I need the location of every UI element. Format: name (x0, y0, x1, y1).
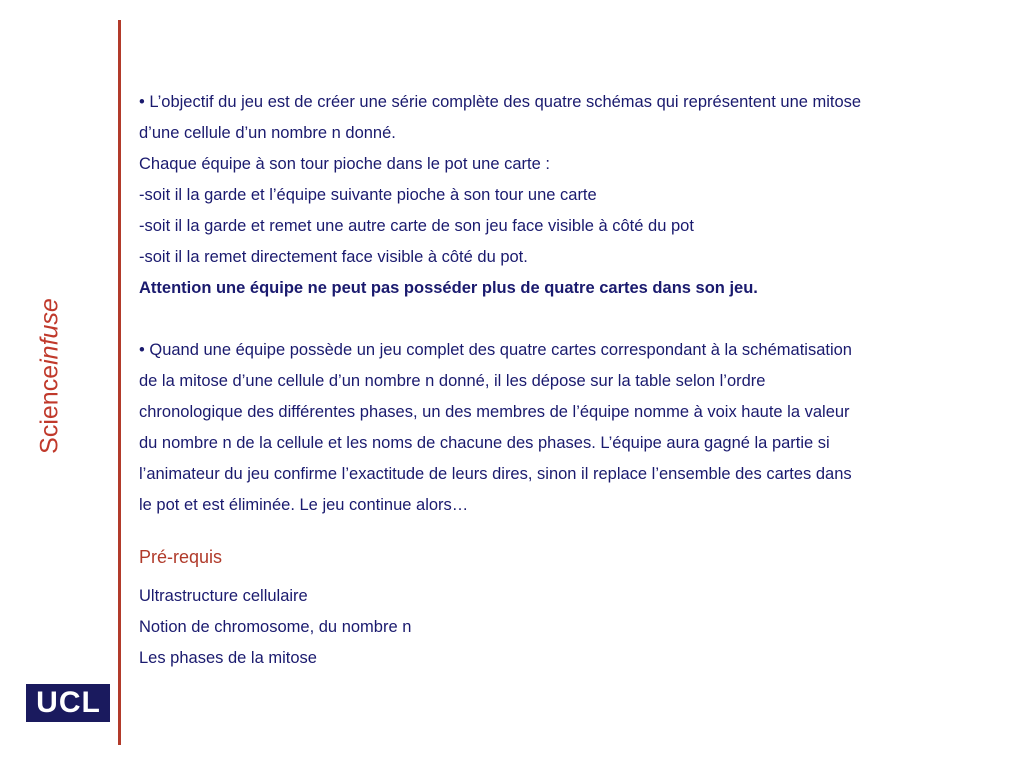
brand-part-science: Science (35, 364, 64, 454)
sidebar-divider (118, 20, 121, 745)
winning-line: • Quand une équipe possède un jeu complet des quatre cartes correspondant à la schématisation (139, 341, 852, 359)
prerequisite-item: Les phases de la mitose (139, 649, 317, 667)
winning-line: l’animateur du jeu confirme l’exactitude de leurs dires, sinon il replace l’ensemble des cartes dans (139, 465, 852, 483)
rules-line: -soit il la garde et remet une autre carte de son jeu face visible à côté du pot (139, 217, 694, 235)
prerequisite-item: Notion de chromosome, du nombre n (139, 618, 412, 636)
rules-line: Chaque équipe à son tour pioche dans le pot une carte : (139, 155, 550, 173)
prerequisites-title: Pré-requis (139, 547, 223, 567)
rules-line: • L’objectif du jeu est de créer une série complète des quatre schémas qui représentent une mitose (139, 93, 862, 111)
brand-part-infuse: infuse (35, 298, 64, 365)
warning-line: Attention une équipe ne peut pas posséder plus de quatre cartes dans son jeu. (139, 279, 758, 297)
rules-line: -soit il la garde et l’équipe suivante pioche à son tour une carte (139, 186, 597, 204)
winning-line: du nombre n de la cellule et les noms de chacune des phases. L’équipe aura gagné la partie si (139, 434, 830, 452)
brand-logotype (36, 298, 65, 454)
winning-line: le pot et est éliminée. Le jeu continue alors… (139, 496, 469, 514)
ucl-logo: UCL (26, 684, 110, 722)
prerequisite-item: Ultrastructure cellulaire (139, 587, 308, 605)
rules-line: -soit il la remet directement face visible à côté du pot. (139, 248, 528, 266)
slide-content (139, 87, 1009, 674)
paragraph-gap (139, 304, 1009, 335)
winning-line: chronologique des différentes phases, un des membres de l’équipe nomme à voix haute la valeur (139, 403, 850, 421)
rules-line: d’une cellule d’un nombre n donné. (139, 124, 396, 142)
winning-line: de la mitose d’une cellule d’un nombre n donné, il les dépose sur la table selon l’ordre (139, 372, 766, 390)
